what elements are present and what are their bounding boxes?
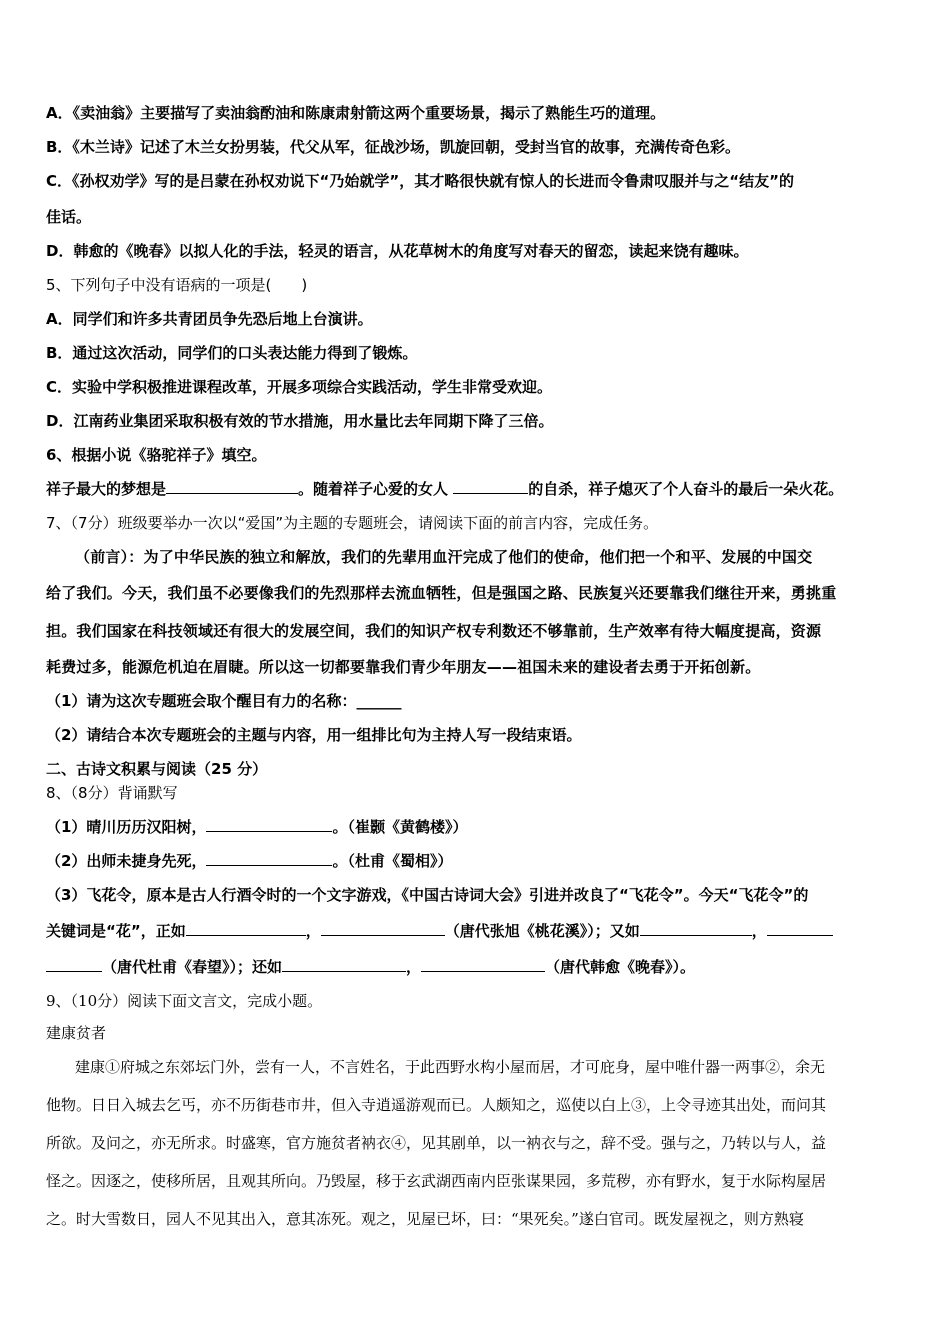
- q8-sub1-blank[interactable]: [206, 816, 332, 832]
- q8-sub3-blank[interactable]: [282, 956, 406, 972]
- q8-sub1: [46, 816, 467, 838]
- q6-blank-woman[interactable]: [453, 478, 528, 494]
- q9-passage-line: 建康①府城之东郊坛门外，尝有一人，不言姓名，于此西野水构小屋而居，才可庇身，屋中唯什器一两事②，余无: [75, 1058, 826, 1076]
- q7-sub1-text: （1）请为这次专题班会取个醒目有力的名称：: [46, 692, 357, 710]
- q4-option-c-cont: 佳话。: [46, 208, 92, 226]
- q8-sub3-source: （唐代杜甫《春望》）；还如: [102, 958, 283, 976]
- q6-text-2: 。随着祥子心爱的女人: [298, 480, 454, 498]
- q4-option-a: A．《卖油翁》主要描写了卖油翁酌油和陈康肃射箭这两个重要场景，揭示了熟能生巧的道理。: [46, 104, 666, 122]
- q9-passage-line: 所欲。及问之，亦无所求。时盛寒，官方施贫者衲衣④，见其剧单，以一衲衣与之，辞不受。强与之，乃转以与人，益: [46, 1134, 827, 1152]
- q8-stem: 8、（8分）背诵默写: [46, 784, 178, 802]
- q9-passage-line: 他物。日日入城去乞丐，亦不历街巷市井，但入寺逍遥游观而已。人颇知之，巡使以白上③，上令寻迹其出处，而问其: [46, 1096, 827, 1114]
- q6-stem: 6、根据小说《骆驼祥子》填空。: [46, 446, 267, 464]
- q9-passage-title: 建康贫者: [46, 1024, 107, 1042]
- q7-sub1: [46, 690, 401, 712]
- section-2-heading: 二、古诗文积累与阅读（25 分）: [46, 760, 268, 778]
- q8-sub2-text: （2）出师未捷身先死，: [46, 852, 207, 870]
- comma: ，: [751, 922, 767, 940]
- q9-passage-line: 怪之。因逐之，使移所居，且观其所向。乃毁屋，移于玄武湖西南内臣张谋果园，多荒秽，亦有野水，复于水际构屋居: [46, 1172, 827, 1190]
- q6-text-1: 祥子最大的梦想是: [46, 480, 167, 498]
- q5-option-d: D．江南药业集团采取积极有效的节水措施，用水量比去年同期下降了三倍。: [46, 412, 554, 430]
- q8-sub3-source: （唐代张旭《桃花溪》）；又如: [444, 922, 640, 940]
- q8-sub3-source: （唐代韩愈《晚春》）。: [545, 958, 696, 976]
- q8-sub2: [46, 850, 452, 872]
- q9-stem: 9、（10分）阅读下面文言文，完成小题。: [46, 992, 323, 1010]
- q8-sub3-blank[interactable]: [640, 920, 752, 936]
- q8-sub3-text: 关键词是“花”，正如: [46, 922, 186, 940]
- q8-sub3-blank[interactable]: [46, 956, 102, 972]
- q6-fill-line: [46, 478, 843, 500]
- q8-sub3-blank[interactable]: [421, 956, 545, 972]
- q7-sub2: （2）请结合本次专题班会的主题与内容，用一组排比句为主持人写一段结束语。: [46, 726, 582, 744]
- q8-sub1-text: （1）晴川历历汉阳树，: [46, 818, 207, 836]
- q8-sub3-line3: [46, 956, 695, 978]
- q8-sub2-blank[interactable]: [206, 850, 332, 866]
- q8-sub3-blank[interactable]: [321, 920, 445, 936]
- q8-sub3-line2: [46, 920, 833, 942]
- q5-option-a: A．同学们和许多共青团员争先恐后地上台演讲。: [46, 310, 373, 328]
- q9-passage-line: 之。时大雪数日，园人不见其出入，意其冻死。观之，见屋已坏，曰：“果死矣。”遂白官司。既发屋视之，则方熟寝: [46, 1210, 804, 1228]
- q7-sub1-blank[interactable]: ______: [356, 692, 402, 710]
- comma: ，: [305, 922, 321, 940]
- q5-option-c: C．实验中学积极推进课程改革，开展多项综合实践活动，学生非常受欢迎。: [46, 378, 553, 396]
- q8-sub1-source: 。（崔颢《黄鹤楼》）: [332, 818, 468, 836]
- q4-option-b: B．《木兰诗》记述了木兰女扮男装，代父从军，征战沙场，凯旋回朝，受封当官的故事，充满传奇色彩。: [46, 138, 740, 156]
- q4-option-d: D．韩愈的《晚春》以拟人化的手法，轻灵的语言，从花草树木的角度写对春天的留恋，读起来饶有趣味。: [46, 242, 749, 260]
- q7-preface-line: 给了我们。今天，我们虽不必要像我们的先烈那样去流血牺牲，但是强国之路、民族复兴还要靠我们继往开来，勇挑重: [46, 584, 837, 602]
- comma: ，: [406, 958, 422, 976]
- q4-option-c: C．《孙权劝学》写的是吕蒙在孙权劝说下“乃始就学”，其才略很快就有惊人的长进而令鲁肃叹服并与之“结友”的: [46, 172, 794, 190]
- q7-preface-line: 担。我们国家在科技领域还有很大的发展空间，我们的知识产权专利数还不够靠前，生产效率有待大幅度提高，资源: [46, 622, 822, 640]
- q7-preface-line: （前言）：为了中华民族的独立和解放，我们的先辈用血汗完成了他们的使命，他们把一个和平、发展的中国交: [75, 548, 813, 566]
- q8-sub3: （3）飞花令，原本是古人行酒令时的一个文字游戏，《中国古诗词大会》引进并改良了“飞花令”。今天“飞花令”的: [46, 886, 809, 904]
- q8-sub2-source: 。（杜甫《蜀相》）: [332, 852, 453, 870]
- q7-stem: 7、（7分）班级要举办一次以“爱国”为主题的专题班会，请阅读下面的前言内容，完成任务。: [46, 514, 659, 532]
- q6-text-3: 的自杀，祥子熄灭了个人奋斗的最后一朵火花。: [528, 480, 844, 498]
- q7-preface-line: 耗费过多，能源危机迫在眉睫。所以这一切都要靠我们青少年朋友——祖国未来的建设者去勇于开拓创新。: [46, 658, 761, 676]
- q5-stem: 5、下列句子中没有语病的一项是( ): [46, 276, 308, 294]
- q6-blank-dream[interactable]: [166, 478, 298, 494]
- q5-option-b: B．通过这次活动，同学们的口头表达能力得到了锻炼。: [46, 344, 418, 362]
- q8-sub3-blank[interactable]: [767, 920, 833, 936]
- q8-sub3-blank[interactable]: [186, 920, 306, 936]
